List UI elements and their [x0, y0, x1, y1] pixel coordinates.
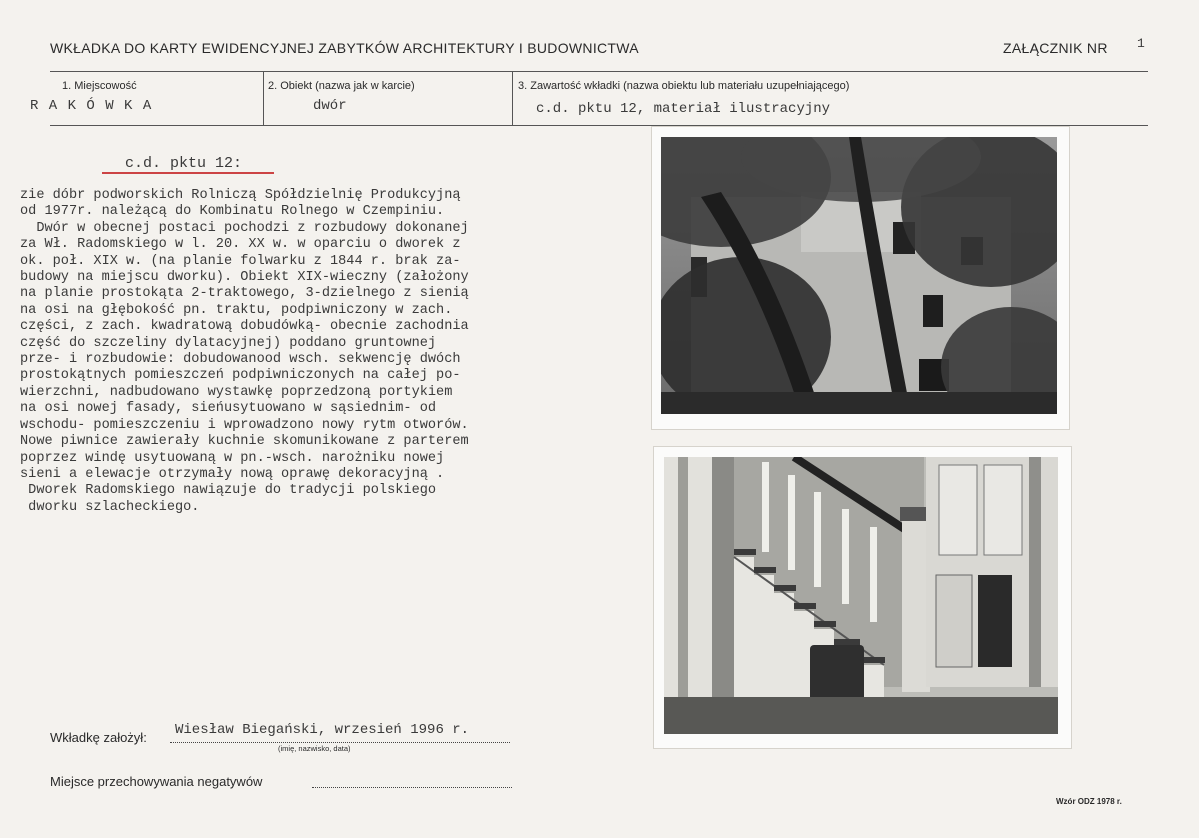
author-label: Wkładkę założył: — [50, 730, 147, 745]
description-line: wierzchni, nadbudowano wystawkę poprzedzoną portykiem — [20, 384, 453, 400]
description-line: na planie prostokąta 2-traktowego, 3-dzielnego z sienią — [20, 286, 469, 302]
object-label: 2. Obiekt (nazwa jak w karcie) — [268, 80, 415, 92]
description-line: Dwór w obecnej postaci pochodzi z rozbudowy dokonanej — [20, 220, 469, 236]
description-line: ok. poł. XIX w. (na planie folwarku z 1844 r. brak za- — [20, 253, 461, 269]
contents-label: 3. Zawartość wkładki (nazwa obiektu lub materiału uzupełniającego) — [518, 80, 850, 92]
exterior-photo — [661, 137, 1057, 414]
description-line: na osi na głębokość pn. traktu, podpiwniczony w zach. — [20, 302, 453, 318]
description-line: Dworek Radomskiego nawiązuje do tradycji polskiego — [20, 483, 437, 499]
description-line: poprzez windę usytuowaną w pn.-wsch. narożniku nowej — [20, 450, 445, 466]
description-line: prze- i rozbudowie: dobudowanood wsch. sekwencję dwóch — [20, 352, 461, 368]
form-code: Wzór ODZ 1978 r. — [1056, 797, 1122, 806]
field-divider-2 — [512, 72, 513, 125]
description-line: Nowe piwnice zawierały kuchnie skomunikowane z parterem — [20, 434, 469, 450]
object-value: dwór — [313, 98, 347, 114]
description-line: na osi nowej fasady, sieńusytuowano w sąsiednim- od — [20, 401, 437, 417]
author-line — [170, 742, 510, 743]
author-value: Wiesław Biegański, wrzesień 1996 r. — [175, 722, 470, 738]
description-line: od 1977r. należącą do Kombinatu Rolnego w Czempiniu. — [20, 204, 445, 220]
attachment-label: ZAŁĄCZNIK NR — [1003, 40, 1108, 56]
interior-photo-image — [664, 457, 1058, 734]
exterior-photo-image — [661, 137, 1057, 414]
description-line: za Wł. Radomskiego w l. 20. XX w. w oparciu o dworek z — [20, 237, 461, 253]
description-line: dworku szlacheckiego. — [20, 499, 200, 515]
attachment-number: 1 — [1137, 36, 1145, 51]
description-line: część do szczeliny dylatacyjnej) poddano gruntownej — [20, 335, 437, 351]
description-line: prostokątnych pomieszczeń podpiwniczonych na całej po- — [20, 368, 461, 384]
interior-photo — [664, 457, 1058, 734]
form-title: WKŁADKA DO KARTY EWIDENCYJNEJ ZABYTKÓW ARCHITEKTURY I BUDOWNICTWA — [50, 40, 639, 56]
heading-underline — [102, 172, 274, 174]
locality-label: 1. Miejscowość — [62, 80, 137, 92]
description-line: budowy na miejscu dworku). Obiekt XIX-wieczny (założony — [20, 270, 469, 286]
locality-value: R A K Ó W K A — [30, 98, 153, 114]
header-top-rule — [50, 71, 1148, 72]
description-line: wschodu- pomieszczeniu i wprowadzono nowy rytm otworów. — [20, 417, 469, 433]
author-hint: (imię, nazwisko, data) — [278, 744, 351, 753]
description-text — [20, 188, 610, 516]
storage-line — [312, 787, 512, 788]
field-divider-1 — [263, 72, 264, 125]
description-line: zie dóbr podworskich Rolniczą Spółdzielnię Produkcyjną — [20, 188, 461, 203]
section-heading: c.d. pktu 12: — [125, 155, 243, 172]
contents-value: c.d. pktu 12, materiał ilustracyjny — [536, 101, 831, 117]
description-line: części, z zach. kwadratową dobudówką- obecnie zachodnia — [20, 319, 469, 335]
description-line: sieni a elewacje otrzymały nową oprawę dekoracyjną . — [20, 466, 445, 482]
storage-label: Miejsce przechowywania negatywów — [50, 774, 263, 789]
